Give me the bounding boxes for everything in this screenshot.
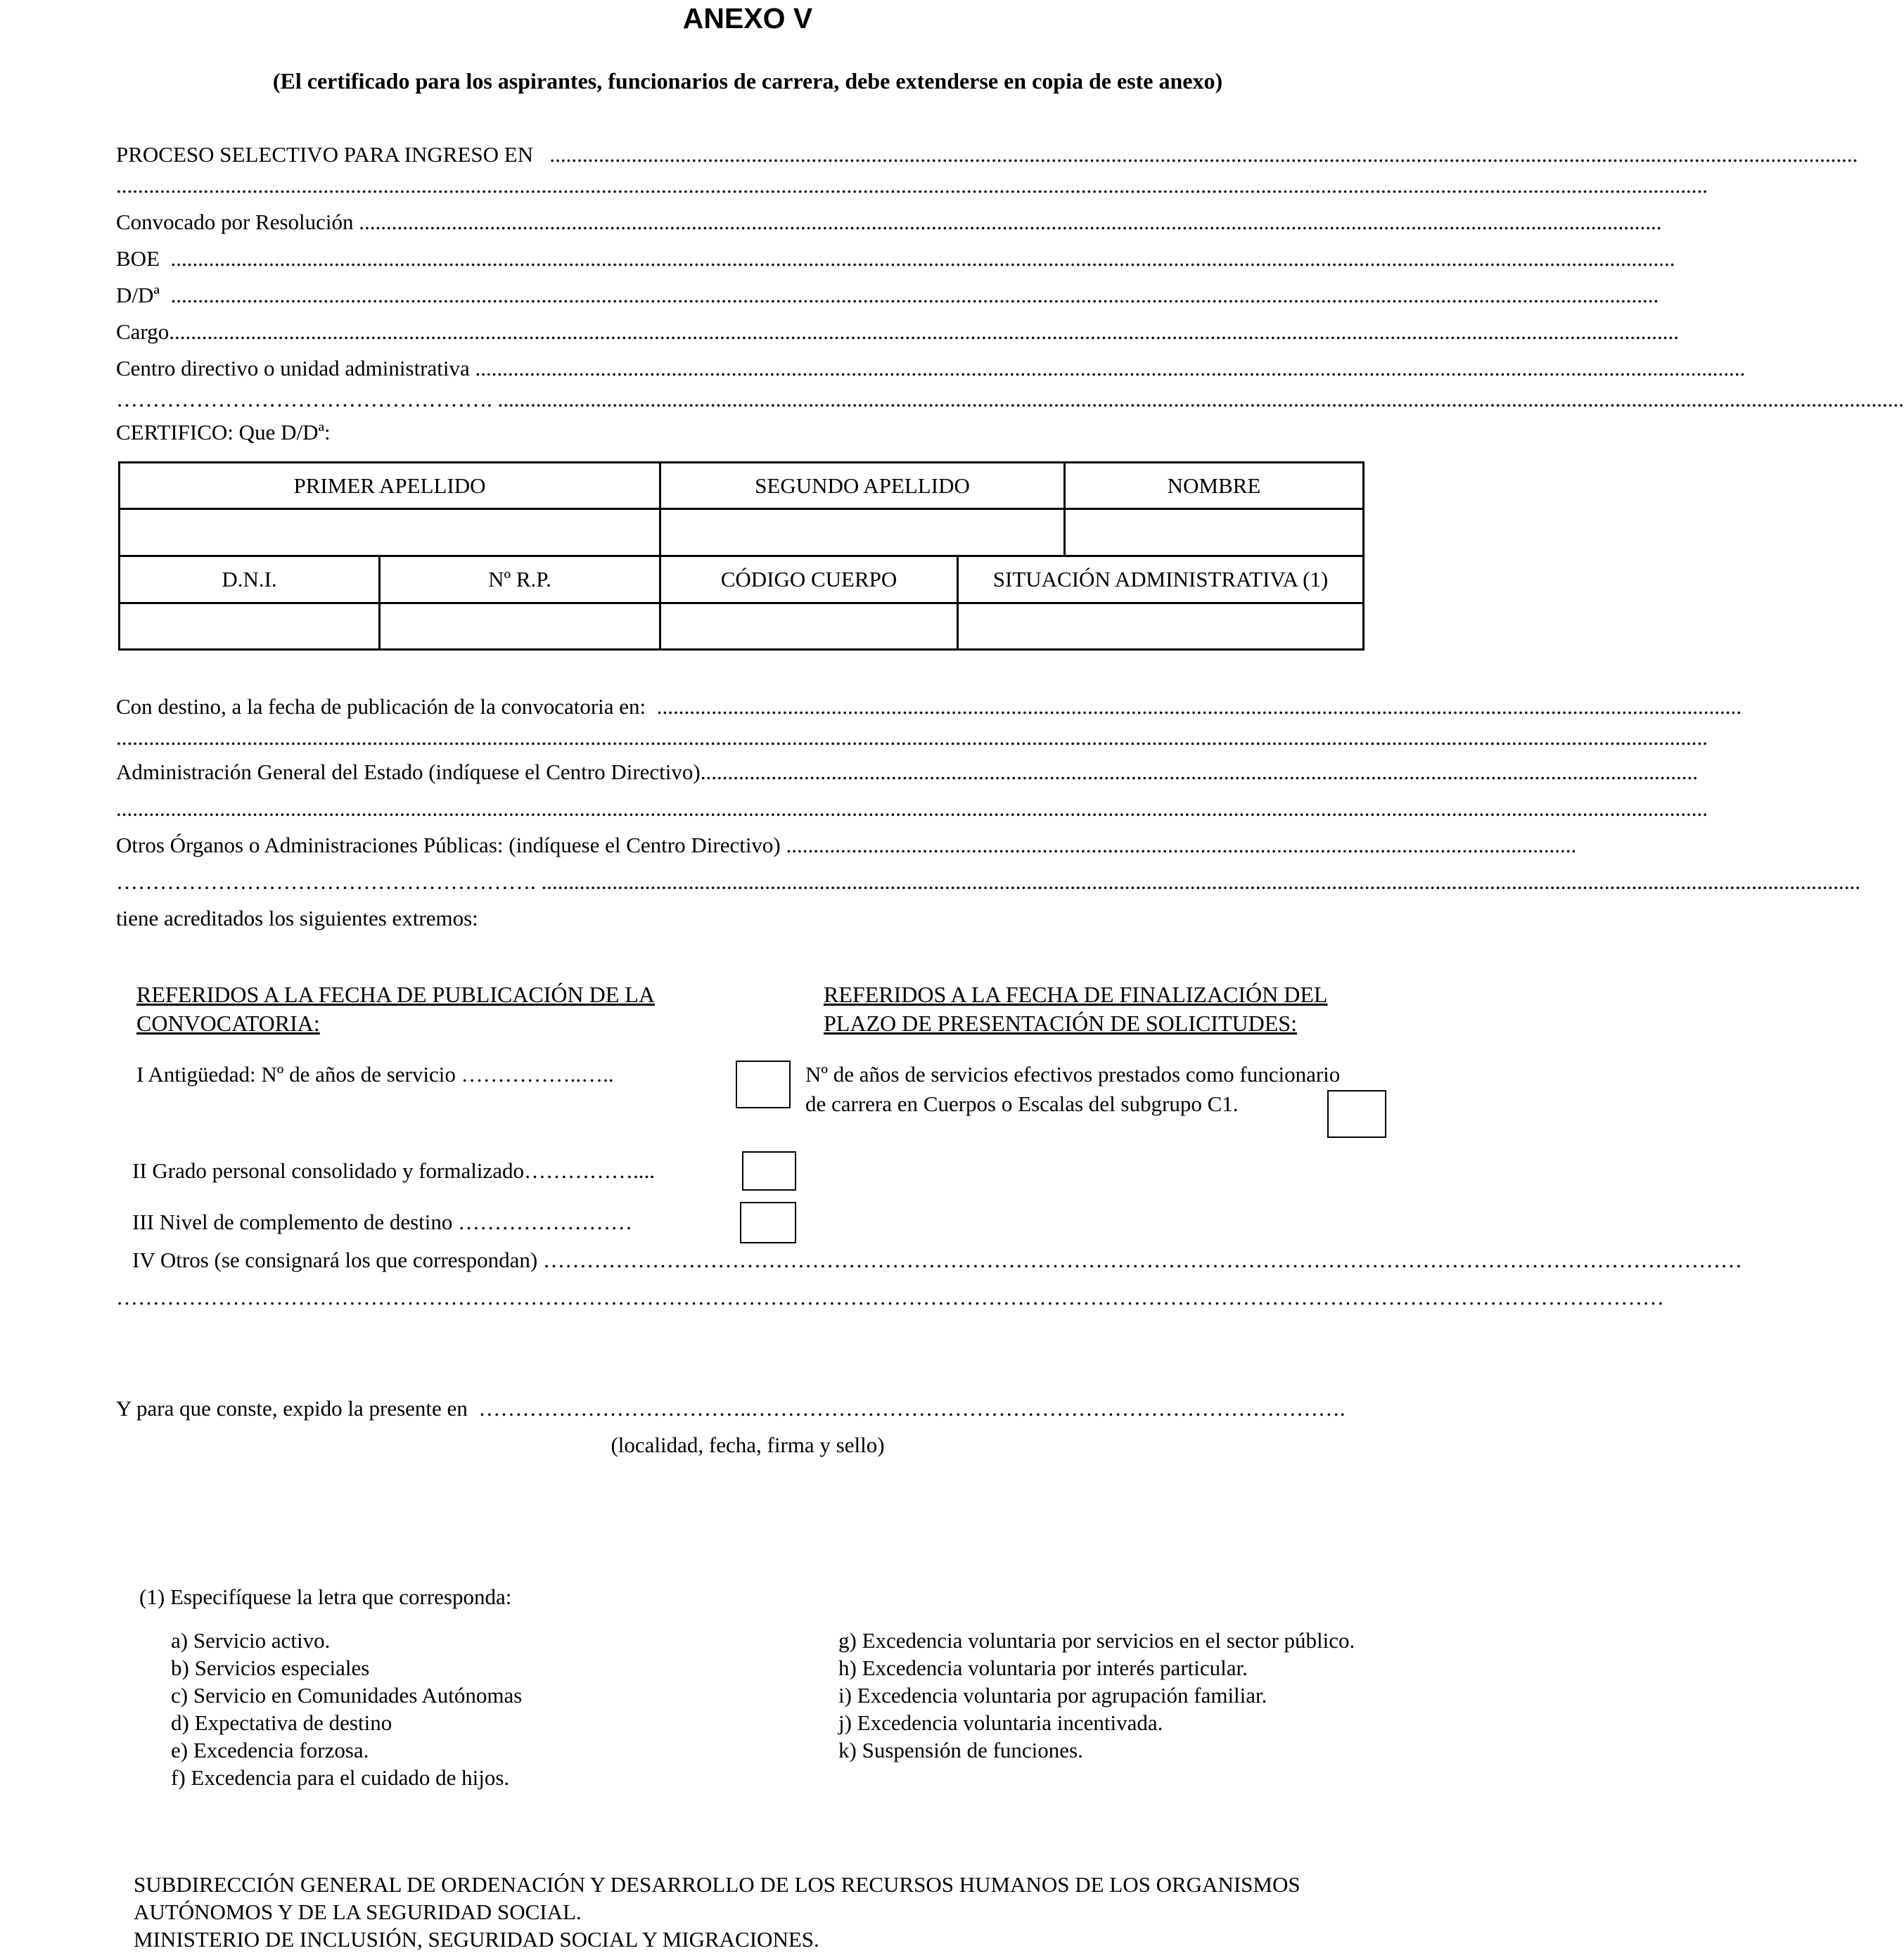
age-continuation-field[interactable] bbox=[116, 795, 1708, 823]
header-nrp: Nº R.P. bbox=[380, 556, 660, 603]
note-h: h) Excedencia voluntaria por interés particular. bbox=[838, 1656, 1248, 1680]
otros-field[interactable] bbox=[132, 1246, 1742, 1274]
notes-right-list bbox=[838, 1627, 1374, 1764]
cell-primer-apellido[interactable] bbox=[120, 509, 660, 556]
centro-field[interactable] bbox=[116, 354, 1746, 383]
proceso-field[interactable] bbox=[116, 141, 1858, 169]
notes-title: (1) Especifíquese la letra que corresponda: bbox=[139, 1584, 512, 1609]
boe-dots: .................................................................................................................................................................................................................................................................................... bbox=[170, 246, 1675, 271]
cargo-dots: ..................................................................................................................................................................................................................................................................................... bbox=[169, 319, 1679, 344]
otros-organos-continuation-dots: …………………………………………………. .................................................................................................................................................................................................................................................. bbox=[116, 869, 1860, 894]
centro-continuation-dots: ……………………………………………. .................................................................................................................................................................................................................................................................. bbox=[116, 387, 1904, 411]
cargo-field[interactable] bbox=[116, 318, 1679, 346]
proceso-label: PROCESO SELECTIVO PARA INGRESO EN bbox=[116, 142, 534, 167]
header-segundo-apellido: SEGUNDO APELLIDO bbox=[660, 463, 1065, 509]
note-f: f) Excedencia para el cuidado de hijos. bbox=[171, 1765, 510, 1790]
boe-field[interactable] bbox=[116, 245, 1675, 273]
antiguedad-box[interactable] bbox=[736, 1061, 791, 1108]
note-a: a) Servicio activo. bbox=[171, 1628, 331, 1653]
otros-continuation-dots: …………………………………………………………………………………………………………………………………………………………………………………………… bbox=[116, 1285, 1664, 1310]
left-heading-line-2: CONVOCATORIA: bbox=[136, 1011, 320, 1036]
footer-line-1: SUBDIRECCIÓN GENERAL DE ORDENACIÓN Y DESARROLLO DE LOS RECURSOS HUMANOS DE LOS ORGANISMOS bbox=[134, 1872, 1301, 1897]
boe-label: BOE bbox=[116, 246, 160, 271]
left-heading-line-1: REFERIDOS A LA FECHA DE PUBLICACIÓN DE LA bbox=[136, 982, 655, 1007]
age-field[interactable] bbox=[116, 758, 1698, 786]
cell-codigo-cuerpo[interactable] bbox=[660, 603, 958, 650]
otros-organos-dots: ................................................................................................................................................. bbox=[786, 833, 1577, 857]
dd-field[interactable] bbox=[116, 281, 1659, 309]
dd-dots: ................................................................................................................................................................................................................................................................................. bbox=[170, 283, 1659, 307]
dd-label: D/Dª bbox=[116, 283, 160, 307]
grado-label: II Grado personal consolidado y formalizado…………….... bbox=[132, 1158, 655, 1183]
cell-nrp[interactable] bbox=[380, 603, 660, 650]
age-continuation-dots: .................................................................................................................................................................................................................................................................................................... bbox=[116, 796, 1708, 821]
nivel-box[interactable] bbox=[740, 1202, 796, 1243]
notes-left-list bbox=[171, 1627, 522, 1791]
servicios-label-line-1: Nº de años de servicios efectivos prestados como funcionario bbox=[805, 1062, 1341, 1087]
otros-organos-label: Otros Órganos o Administraciones Públicas: (indíquese el Centro Directivo) bbox=[116, 833, 781, 857]
page-subtitle: (El certificado para los aspirantes, funcionarios de carrera, debe extenderse en copia de este anexo) bbox=[272, 68, 1223, 94]
con-destino-label: Con destino, a la fecha de publicación de la convocatoria en: bbox=[116, 694, 646, 719]
cell-nombre[interactable] bbox=[1065, 509, 1364, 556]
right-heading-line-1: REFERIDOS A LA FECHA DE FINALIZACIÓN DEL bbox=[824, 982, 1328, 1007]
page-title: ANEXO V bbox=[682, 2, 813, 34]
cell-situacion-administrativa[interactable] bbox=[958, 603, 1364, 650]
con-destino-dots: ....................................................................................................................................................................................................... bbox=[656, 694, 1742, 719]
expido-label: Y para que conste, expido la presente en bbox=[116, 1396, 468, 1421]
header-situacion-administrativa: SITUACIÓN ADMINISTRATIVA (1) bbox=[958, 556, 1364, 603]
servicios-box[interactable] bbox=[1327, 1090, 1386, 1138]
otros-continuation-field[interactable] bbox=[116, 1283, 1664, 1312]
right-heading-line-2: PLAZO DE PRESENTACIÓN DE SOLICITUDES: bbox=[824, 1011, 1297, 1036]
age-dots: ....................................................................................................................................................................................... bbox=[700, 760, 1698, 784]
otros-organos-field[interactable] bbox=[116, 831, 1577, 859]
otros-organos-continuation-field[interactable] bbox=[116, 868, 1860, 896]
grado-box[interactable] bbox=[742, 1151, 796, 1191]
cargo-label: Cargo bbox=[116, 319, 170, 344]
expido-field[interactable] bbox=[116, 1395, 1359, 1423]
note-i: i) Excedencia voluntaria por agrupación familiar. bbox=[838, 1683, 1267, 1708]
convocado-label: Convocado por Resolución bbox=[116, 210, 354, 234]
note-b: b) Servicios especiales bbox=[171, 1656, 370, 1680]
footer-line-3: MINISTERIO DE INCLUSIÓN, SEGURIDAD SOCIAL Y MIGRACIONES. bbox=[134, 1927, 819, 1952]
note-k: k) Suspensión de funciones. bbox=[838, 1738, 1083, 1762]
note-e: e) Excedencia forzosa. bbox=[171, 1738, 369, 1762]
convocado-field[interactable] bbox=[116, 208, 1662, 236]
otros-label: IV Otros (se consignará los que correspondan) bbox=[132, 1248, 538, 1272]
centro-dots: ......................................................................................................................................................................................................................................... bbox=[475, 356, 1746, 380]
expido-dots: ………………………………..………………………………………………………………………. bbox=[478, 1396, 1346, 1421]
con-destino-field[interactable] bbox=[116, 693, 1742, 721]
cell-segundo-apellido[interactable] bbox=[660, 509, 1065, 556]
note-j: j) Excedencia voluntaria incentivada. bbox=[838, 1710, 1163, 1735]
header-codigo-cuerpo: CÓDIGO CUERPO bbox=[660, 556, 958, 603]
note-d: d) Expectativa de destino bbox=[171, 1710, 392, 1735]
footer-block bbox=[134, 1871, 1301, 1953]
tiene-label: tiene acreditados los siguientes extremos: bbox=[116, 906, 478, 930]
header-dni: D.N.I. bbox=[120, 556, 380, 603]
note-c: c) Servicio en Comunidades Autónomas bbox=[171, 1683, 523, 1708]
age-label: Administración General del Estado (indíquese el Centro Directivo) bbox=[116, 760, 701, 784]
footer-line-2: AUTÓNOMOS Y DE LA SEGURIDAD SOCIAL. bbox=[134, 1900, 582, 1924]
otros-dots: ………………………………………………………………………………………………………………………………………………… bbox=[542, 1248, 1742, 1272]
proceso-dots: ................................................................................................................................................................................................................................................ bbox=[549, 142, 1858, 167]
localidad-caption: (localidad, fecha, firma y sello) bbox=[611, 1433, 885, 1457]
header-nombre: NOMBRE bbox=[1065, 463, 1364, 509]
centro-label: Centro directivo o unidad administrativa bbox=[116, 356, 470, 380]
certifico-label: CERTIFICO: Que D/Dª: bbox=[116, 420, 331, 444]
note-g: g) Excedencia voluntaria por servicios en el sector público. bbox=[838, 1628, 1355, 1653]
nivel-label: III Nivel de complemento de destino …………………… bbox=[132, 1210, 633, 1234]
cell-dni[interactable] bbox=[120, 603, 380, 650]
antiguedad-label: I Antigüedad: Nº de años de servicio ……………..….. bbox=[136, 1062, 614, 1087]
personal-data-table bbox=[118, 461, 1365, 651]
header-primer-apellido: PRIMER APELLIDO bbox=[120, 463, 660, 509]
con-destino-continuation-dots: .................................................................................................................................................................................................................................................................................................... bbox=[116, 725, 1708, 750]
continuation-dots: .................................................................................................................................................................................................................................................................................................... bbox=[116, 173, 1708, 198]
centro-continuation-field[interactable] bbox=[116, 385, 1904, 414]
convocado-dots: ............................................................................................................................................................................................................................................... bbox=[359, 210, 1662, 234]
con-destino-continuation-field[interactable] bbox=[116, 724, 1708, 752]
proceso-continuation-field[interactable] bbox=[116, 172, 1708, 200]
servicios-label-line-2: de carrera en Cuerpos o Escalas del subgrupo C1. bbox=[805, 1091, 1239, 1116]
